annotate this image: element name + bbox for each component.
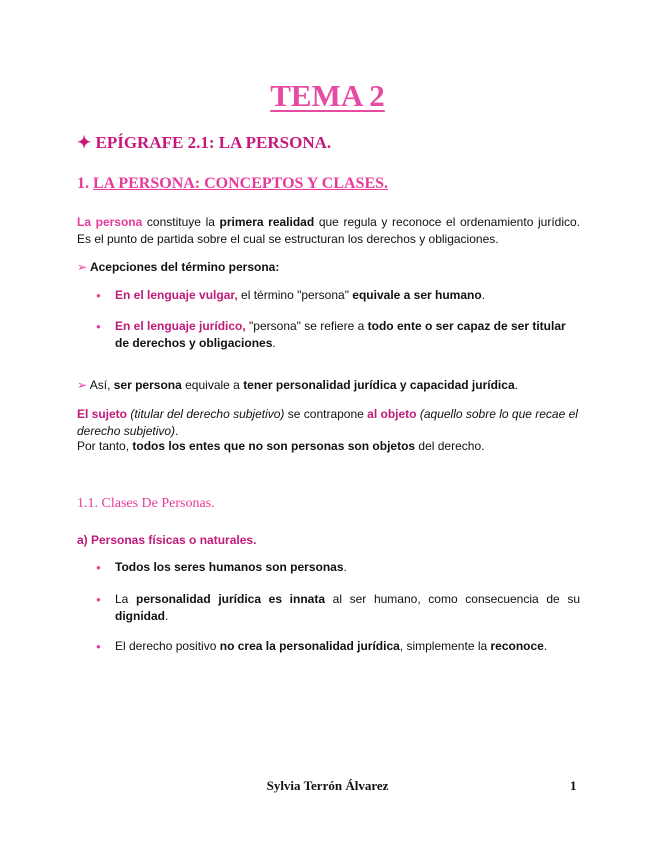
- bullet-icon: ●: [96, 291, 101, 300]
- list-item: La personalidad jurídica es innata al ser humano, como consecuencia de su dignidad.: [115, 592, 580, 623]
- list-item: Todos los seres humanos son personas.: [115, 560, 347, 574]
- portanto-paragraph: Por tanto, todos los entes que no son personas son objetos del derecho.: [77, 439, 485, 453]
- footer-author: Sylvia Terrón Álvarez: [266, 778, 389, 793]
- intro-paragraph: La persona constituye la primera realidad que regula y reconoce el ordenamiento jurídico. Es el punto de partida sobre el cual se estructuran los derechos y obligaciones.: [77, 215, 581, 246]
- page-title: TEMA 2: [270, 78, 385, 113]
- list-item: El derecho positivo no crea la personalidad jurídica, simplemente la reconoce.: [115, 639, 548, 653]
- section-title: LA PERSONA: CONCEPTOS Y CLASES.: [93, 175, 389, 192]
- list-item: En el lenguaje vulgar, el término "persona" equivale a ser humano.: [115, 288, 486, 302]
- bullet-icon: ●: [96, 595, 101, 604]
- sparkle-icon: ✦: [77, 133, 92, 152]
- section-heading: [77, 175, 388, 193]
- sub-heading-a: a) Personas físicas o naturales.: [77, 533, 257, 547]
- arrow-icon: ➢: [77, 260, 88, 274]
- bullet-icon: ●: [96, 563, 101, 572]
- arrow-icon: ➢: [77, 378, 88, 392]
- acepciones-heading: ➢ Acepciones del término persona:: [77, 260, 280, 274]
- sujeto-paragraph: El sujeto (titular del derecho subjetivo) se contrapone al objeto (aquello sobre lo que recae el derecho subjetivo).: [77, 407, 578, 438]
- section-number: 1.: [77, 175, 89, 192]
- list-item: En el lenguaje jurídico, "persona" se refiere a todo ente o ser capaz de ser titular de derechos y obligaciones.: [115, 319, 566, 350]
- bullet-icon: ●: [96, 322, 101, 331]
- subsection-heading: 1.1. Clases De Personas.: [77, 496, 215, 511]
- bullet-icon: ●: [96, 642, 101, 651]
- epigrafe-heading: [77, 133, 331, 153]
- asi-paragraph: ➢ Así, ser persona equivale a tener personalidad jurídica y capacidad jurídica.: [77, 378, 518, 392]
- epigrafe-text: EPÍGRAFE 2.1: LA PERSONA.: [95, 133, 332, 152]
- page-number: 1: [570, 778, 577, 793]
